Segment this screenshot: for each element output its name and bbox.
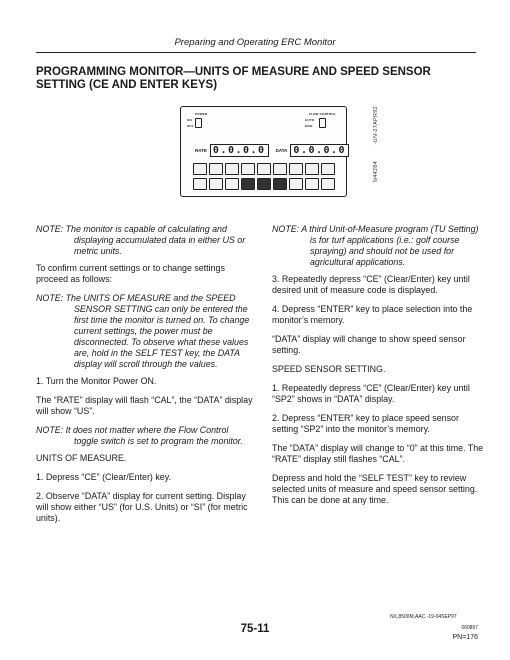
figure-code: -UN-27APR92 (373, 106, 379, 145)
note-text: displaying accumulated data in either US or metric units. (74, 235, 246, 256)
keypad-key (305, 163, 319, 175)
subheading: UNITS OF MEASURE. (36, 453, 127, 463)
keypad-key (305, 178, 319, 190)
keypad-key (257, 163, 271, 175)
rate-display-label: RATE (195, 148, 207, 153)
keypad-key (321, 163, 335, 175)
step: 3. Repeatedly depress “CE” (Clear/Enter) key until desired unit of measure code is displayed. (272, 274, 470, 295)
monitor-panel-illustration (180, 106, 347, 197)
power-label: POWER (195, 112, 208, 116)
note-text: toggle switch is set to program the monitor. (74, 436, 243, 446)
footer-date-code: 060897 (461, 625, 478, 631)
off-label: OFF (187, 124, 194, 128)
rate-display: 0.0.0.0 (210, 144, 269, 157)
running-header: Preparing and Operating ERC Monitor (174, 37, 336, 48)
keypad-key (193, 163, 207, 175)
keypad-key (193, 178, 207, 190)
keypad-key (225, 163, 239, 175)
section-title: PROGRAMMING MONITOR—UNITS OF MEASURE AND SPEED SENSOR SETTING (CE AND ENTER KEYS) (36, 66, 431, 91)
keypad-key (209, 178, 223, 190)
paragraph: The “DATA” display will change to “0” at this time. The “RATE” display still flashes “CAL”. (272, 443, 484, 464)
keypad (193, 163, 333, 190)
note-text: NOTE: The UNITS OF MEASURE and the SPEED (36, 293, 236, 303)
step: 2. Observe “DATA” display for current setting. Display will show either “US” (for U.S. Units) or “SI” (for metric units). (36, 491, 248, 523)
on-label: ON (187, 118, 192, 122)
note-turf (272, 224, 484, 268)
keypad-key (289, 178, 303, 190)
note-first-time (36, 293, 254, 370)
note-text: is for turf applications (i.e.: golf course spraying) and should not be used for agricultural applications. (310, 235, 460, 267)
step: 4. Depress “ENTER” key to place selection into the monitor’s memory. (272, 304, 473, 325)
power-toggle-icon (195, 118, 202, 128)
step: 2. Depress “ENTER” key to place speed sensor setting “SP2” into the monitor’s memory. (272, 413, 459, 434)
note-text: NOTE: It does not matter where the Flow Control (36, 425, 229, 435)
note-flow-control (36, 425, 254, 447)
keypad-key (321, 178, 335, 190)
display-row (195, 144, 349, 157)
keypad-key (209, 163, 223, 175)
note-units (36, 224, 254, 257)
paragraph: Depress and hold the “SELF TEST” key to review selected units of measure and speed sensor setting. This can be done at any time. (272, 473, 478, 505)
figure-id: N44284 (373, 161, 379, 183)
subheading: SPEED SENSOR SETTING. (272, 364, 386, 374)
flow-control-label: FLOW CONTROL (309, 112, 336, 116)
note-text: SENSOR SETTING can only be entered the first time the monitor is turned on. To change current settings, the power must be disconnected. To observe what these values are, hold in the SELF TEST key, the DATA display will scroll through the values. (74, 304, 250, 369)
step: 1. Turn the Monitor Power ON. (36, 376, 157, 386)
right-column (272, 224, 484, 514)
keypad-key (241, 178, 255, 190)
auto-label: AUTO (305, 118, 315, 122)
note-text: NOTE: The monitor is capable of calculating and (36, 224, 227, 234)
keypad-key (273, 178, 287, 190)
paragraph: “DATA” display will change to show speed sensor setting. (272, 334, 466, 355)
left-column (36, 224, 254, 532)
header-rule (36, 52, 476, 53)
footer-part-number: PN=176 (452, 634, 478, 641)
keypad-key (273, 163, 287, 175)
keypad-key (241, 163, 255, 175)
data-display: 0.0.0.0 (290, 144, 349, 157)
footer-reference: NX,8500M,AAC -19-04SEP97 (390, 614, 457, 620)
keypad-key (289, 163, 303, 175)
step: 1. Repeatedly depress “CE” (Clear/Enter) key until “SP2” shows in “DATA” display. (272, 383, 470, 404)
monitor-figure (180, 106, 379, 201)
page-number: 75-11 (240, 623, 270, 635)
data-display-label: DATA (275, 148, 288, 153)
paragraph: The “RATE” display will flash “CAL”, the “DATA” display will show “US”. (36, 395, 253, 416)
keypad-key (225, 178, 239, 190)
paragraph: To confirm current settings or to change settings proceed as follows: (36, 263, 225, 284)
note-text: NOTE: A third Unit-of-Measure program (TU Setting) (272, 224, 479, 234)
flow-control-toggle-icon (319, 118, 326, 128)
keypad-key (257, 178, 271, 190)
man-label: MAN (305, 124, 313, 128)
step: 1. Depress “CE” (Clear/Enter) key. (36, 472, 171, 482)
